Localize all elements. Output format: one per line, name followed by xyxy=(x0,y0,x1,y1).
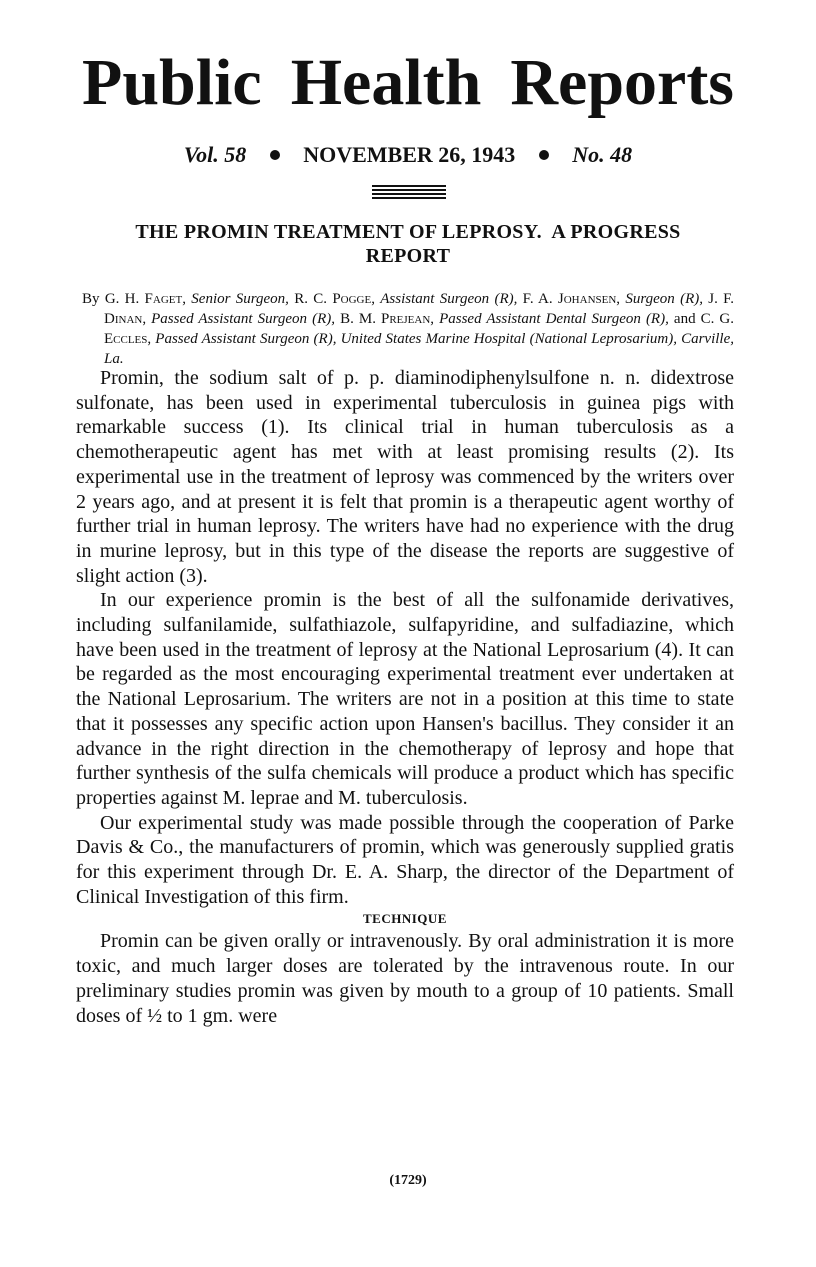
article-title-line-1: THE PROMIN TREATMENT OF LEPROSY. A PROGRESS xyxy=(135,221,681,243)
paragraph-2: In our experience promin is the best of all the sulfonamide derivatives, including sulfanilamide, sulfathiazole, sulfapyridine, and sulfadiazine, which have been used in the treatment of leprosy at the National Leprosarium (4). It can be regarded as the most encouraging experimental treatment ever undertaken at the National Leprosarium. The writers are not in a position at this time to state that it possesses any specific action upon Hansen's bacillus. They consider it an advance in the right direction in the chemotherapy of leprosy and hope that further synthesis of the sulfa chemicals will produce a product which has specific properties against M. leprae and M. tuberculosis. xyxy=(76,589,734,809)
paragraph-1: Promin, the sodium salt of p. p. diaminodiphenylsulfone n. n. didextrose sulfonate, has been used in experimental tuberculosis in guinea pigs with remarkable success (1). Its clinical trial in human tuberculosis as a chemotherapeutic agent has met with at least promising results (2). Its experimental use in the treatment of leprosy was commenced by the writers over 2 years ago, and at present it is felt that promin is a therapeutic agent worthy of further trial in human leprosy. The writers have had no experience with the drug in murine leprosy, but in this type of the disease the reports are suggestive of slight action (3). xyxy=(76,367,734,587)
author-title: Senior Surgeon, xyxy=(191,291,289,307)
author-title: Passed Assistant Dental Surgeon (R), xyxy=(439,311,669,327)
article-title xyxy=(82,220,734,268)
section-heading-technique: TECHNIQUE xyxy=(363,911,447,927)
journal-masthead xyxy=(82,46,734,119)
issue-date: NOVEMBER 26, 1943 xyxy=(303,142,516,167)
issue-number: No. 48 xyxy=(572,142,633,167)
author-name: C. G. Eccles, xyxy=(104,311,735,347)
article-body xyxy=(76,366,734,1028)
masthead-word-health: Health xyxy=(290,46,482,119)
bullet-separator-icon xyxy=(270,150,280,160)
volume-number: Vol. 58 xyxy=(183,142,247,167)
paragraph-4: Promin can be given orally or intravenously. By oral administration it is more toxic, and much larger doses are tolerated by the intravenous route. In our preliminary studies promin was given by mouth to a group of 10 patients. Small doses of ½ to 1 gm. were xyxy=(76,930,734,1027)
masthead-word-reports: Reports xyxy=(510,46,734,119)
author-name: F. A. Johansen, xyxy=(522,291,621,307)
author-title: Passed Assistant Surgeon (R), xyxy=(151,311,336,327)
author-name: G. H. Faget, xyxy=(104,291,186,307)
byline-by: By xyxy=(82,291,100,307)
author-title: Passed Assistant Surgeon (R), United States Marine Hospital (National Leprosarium), Carville, La. xyxy=(104,331,735,367)
page-number: (1729) xyxy=(389,1173,427,1188)
decorative-rule xyxy=(372,185,446,201)
paragraph-3: Our experimental study was made possible through the cooperation of Parke Davis & Co., the manufacturers of promin, which was generously supplied gratis for this experiment through Dr. E. A. Sharp, the director of the Department of Clinical Investigation of this firm. xyxy=(76,811,734,908)
author-name: B. M. Prejean, xyxy=(340,311,435,327)
author-title: Surgeon (R), xyxy=(625,291,703,307)
author-name: R. C. Pogge, xyxy=(294,291,375,307)
issue-line xyxy=(0,142,816,168)
author-title: Assistant Surgeon (R), xyxy=(380,291,518,307)
author-byline xyxy=(82,289,734,369)
article-title-line-2: REPORT xyxy=(365,245,451,267)
masthead-word-public: Public xyxy=(82,46,262,119)
author-name: J. F. Dinan, xyxy=(104,291,735,327)
bullet-separator-icon xyxy=(539,150,549,160)
byline-and: and xyxy=(673,311,696,327)
